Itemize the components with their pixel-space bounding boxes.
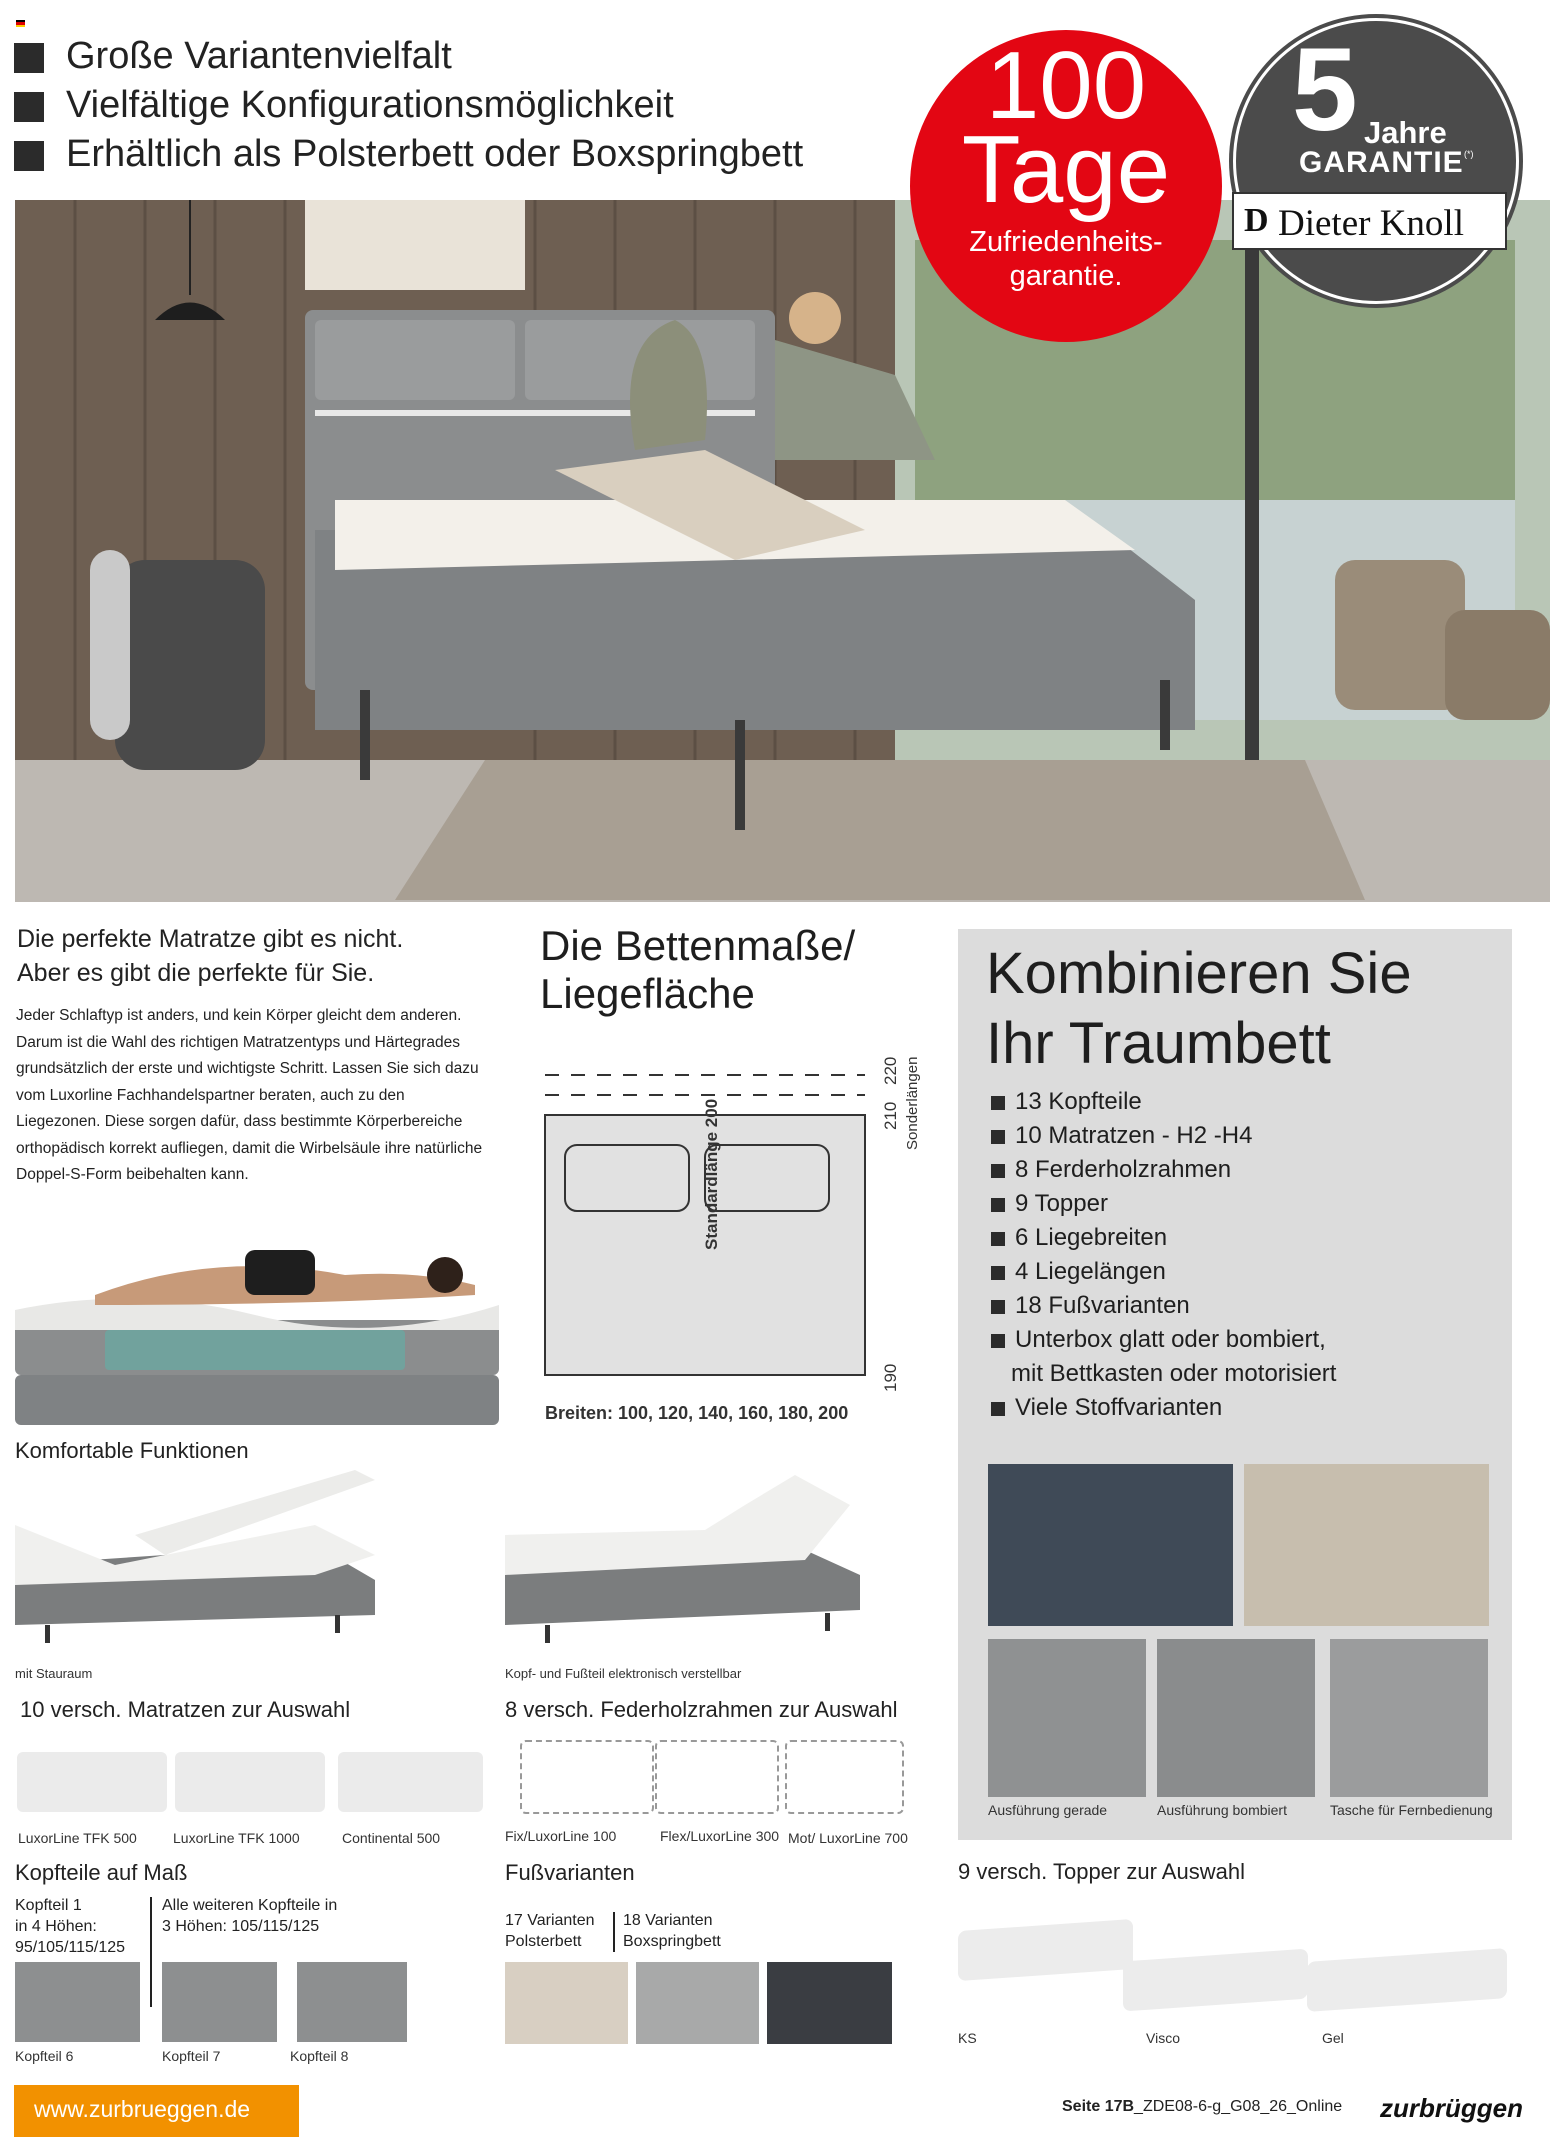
- mattress-tfk1000-image: [175, 1752, 325, 1812]
- storage-bed-image: [15, 1465, 385, 1665]
- mattress-continental-image: [338, 1752, 483, 1812]
- warranty-word: GARANTIE: [1299, 146, 1464, 179]
- caption-curved: Ausführung bombiert: [1157, 1802, 1287, 1818]
- topper-label: Visco: [1146, 2030, 1180, 2046]
- frames-title: 8 versch. Federholzrahmen zur Auswahl: [505, 1697, 898, 1722]
- zurbrueggen-logo: zurbrüggen: [1380, 2093, 1523, 2123]
- combine-panel: [958, 929, 1512, 1840]
- headboard-label: Kopfteil 6: [15, 2048, 74, 2064]
- warranty-years: Jahre: [1364, 115, 1447, 150]
- list-item: 18 Fußvarianten: [991, 1289, 1336, 1323]
- mattress-label: LuxorLine TFK 1000: [173, 1830, 300, 1846]
- fabric-texture-photo: [1244, 1464, 1489, 1626]
- badge-100-number: 100: [985, 32, 1147, 139]
- caption-storage: mit Stauraum: [15, 1666, 93, 1681]
- germany-flag-icon: [16, 20, 25, 27]
- headboards-title: Kopfteile auf Maß: [15, 1860, 188, 1885]
- warranty-footnote: (*): [1464, 149, 1474, 159]
- list-item: Unterbox glatt oder bombiert,: [991, 1323, 1336, 1357]
- topper-label: KS: [958, 2030, 977, 2046]
- feature-item: Vielfältige Konfigurationsmöglichkeit: [14, 81, 803, 130]
- foot-variant-2-image: [636, 1962, 759, 2044]
- hero-bed-photo: [15, 200, 1550, 902]
- dimensions-title: Die Bettenmaße/ Liegefläche: [540, 922, 856, 1017]
- headboard-6-image: [15, 1962, 140, 2042]
- list-item: Viele Stoffvarianten: [991, 1391, 1336, 1425]
- topper-label: Gel: [1322, 2030, 1344, 2046]
- mattress-label: Continental 500: [342, 1830, 441, 1846]
- headboard-1-info: Kopfteil 1 in 4 Höhen: 95/105/115/125: [15, 1897, 126, 1956]
- mattress-tfk500-image: [17, 1752, 167, 1812]
- combine-title: Kombinieren Sie Ihr Traumbett: [986, 941, 1412, 1076]
- remote-pocket-photo: [1330, 1639, 1488, 1797]
- dieter-knoll-monogram-icon: D: [1244, 202, 1269, 239]
- topper-visco-image: [1123, 1949, 1308, 2012]
- frame-label: Flex/LuxorLine 300: [660, 1828, 780, 1844]
- frame-mot-image: [785, 1740, 904, 1814]
- dieter-knoll-logo: [1232, 192, 1507, 250]
- foot-variant-1-image: [505, 1962, 628, 2044]
- caption-straight: Ausführung gerade: [988, 1802, 1108, 1818]
- list-item: 13 Kopfteile: [991, 1085, 1336, 1119]
- page-number: Seite 17B: [1062, 2098, 1135, 2115]
- headboard-divider: [150, 1897, 152, 2007]
- frame-label: Fix/LuxorLine 100: [505, 1828, 617, 1844]
- frame-label: Mot/ LuxorLine 700: [788, 1830, 908, 1846]
- list-item: 6 Liegebreiten: [991, 1221, 1336, 1255]
- caption-adjustable: Kopf- und Fußteil elektronisch verstellbar: [505, 1666, 742, 1681]
- length-special-label: Sonderlängen: [904, 1056, 921, 1150]
- length-standard-label: Standardlänge 200: [702, 1098, 721, 1250]
- frame-fix-image: [520, 1740, 654, 1814]
- caption-pocket: Tasche für Fernbedienung: [1330, 1802, 1493, 1818]
- footer-url[interactable]: www.zurbrueggen.de: [34, 2096, 251, 2122]
- headboard-8-image: [297, 1962, 407, 2042]
- headboard-others-info: Alle weiteren Kopfteile in 3 Höhen: 105/115/125: [162, 1897, 338, 1935]
- length-190-label: 190: [881, 1363, 900, 1392]
- bed-dimension-diagram: [540, 1040, 940, 1420]
- feet-boxspring-info: 18 Varianten Boxspringbett: [623, 1912, 721, 1950]
- mattresses-title: 10 versch. Matratzen zur Auswahl: [20, 1697, 351, 1722]
- toppers-title: 9 versch. Topper zur Auswahl: [958, 1859, 1245, 1884]
- feet-title: Fußvarianten: [505, 1860, 635, 1885]
- satisfaction-badge: [910, 30, 1222, 342]
- adjustable-bed-image: [505, 1465, 875, 1665]
- fabric-photo: [988, 1464, 1233, 1626]
- widths-label: Breiten: 100, 120, 140, 160, 180, 200: [545, 1403, 849, 1423]
- feature-item: Große Variantenvielfalt: [14, 32, 803, 81]
- warranty-badge: [1233, 18, 1519, 304]
- foot-variant-3-image: [767, 1962, 892, 2044]
- bed-straight-photo: [988, 1639, 1146, 1797]
- topper-gel-image: [1307, 1948, 1507, 2012]
- footer-page-info: [1062, 2098, 1342, 2116]
- headboard-label: Kopfteil 8: [290, 2048, 349, 2064]
- intro-body: Jeder Schlaftyp ist anders, und kein Körper gleicht dem anderen. Darum ist die Wahl des richtigen Matratzentyps und Härtegrades grundsätzlich der erste und wichtigste Schritt. Lassen Sie sich dazu vom Luxorline Fachhandelspartner beraten, auch zu den Liegezonen. Diese sorgen dafür, dass bestimmte Körperbereiche orthopädisch korrekt aufliegen, damit die Wirbelsäule ihre natürliche Doppel-S-Form beibehalten kann.: [16, 1007, 483, 1183]
- feature-item: Erhältlich als Polsterbett oder Boxspringbett: [14, 130, 803, 179]
- mattress-label: LuxorLine TFK 500: [18, 1830, 137, 1846]
- combine-list: [991, 1085, 1336, 1425]
- feet-divider: [613, 1912, 615, 1952]
- frame-flex-image: [655, 1740, 779, 1814]
- list-item: 8 Ferderholzrahmen: [991, 1153, 1336, 1187]
- intro-headline: Die perfekte Matratze gibt es nicht. Aber es gibt die perfekte für Sie.: [17, 925, 404, 987]
- list-item-continuation: mit Bettkasten oder motorisiert: [1011, 1360, 1337, 1387]
- list-item: 4 Liegelängen: [991, 1255, 1336, 1289]
- feet-upholstered-info: 17 Varianten Polsterbett: [505, 1912, 595, 1950]
- page-code: _ZDE08-6-g_G08_26_Online: [1134, 2098, 1343, 2115]
- warranty-number: 5: [1292, 24, 1358, 156]
- mattress-cross-section-image: [15, 1235, 499, 1425]
- bedroom-illustration: [15, 200, 1550, 902]
- footer-url-bar[interactable]: [14, 2085, 299, 2137]
- topper-ks-image: [958, 1919, 1133, 1981]
- headboard-7-image: [162, 1962, 277, 2042]
- functions-title: Komfortable Funktionen: [15, 1438, 249, 1463]
- headboard-label: Kopfteil 7: [162, 2048, 221, 2064]
- badge-100-text2: garantie.: [1009, 260, 1123, 292]
- feature-list: [14, 32, 803, 179]
- list-item: 10 Matratzen - H2 -H4: [991, 1119, 1336, 1153]
- badge-100-days: Tage: [961, 116, 1171, 223]
- dieter-knoll-brand: Dieter Knoll: [1278, 203, 1464, 244]
- length-210-label: 210: [881, 1101, 900, 1130]
- badge-100-text1: Zufriedenheits-: [969, 226, 1163, 258]
- bed-curved-photo: [1157, 1639, 1315, 1797]
- list-item: 9 Topper: [991, 1187, 1336, 1221]
- length-220-label: 220: [881, 1056, 900, 1085]
